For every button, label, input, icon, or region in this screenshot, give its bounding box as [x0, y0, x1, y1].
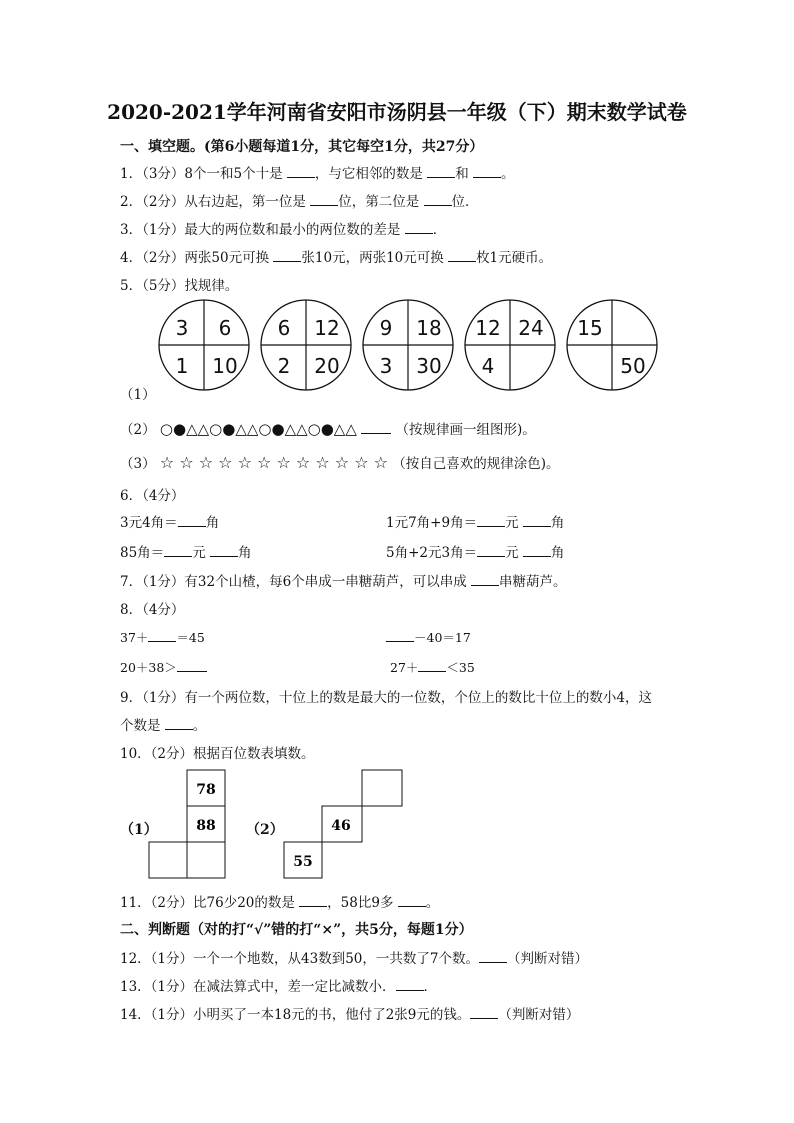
q10-part-1-label: （1） [120, 822, 158, 838]
q6-row2-right [386, 541, 564, 561]
q11-text-b: ，58比9多 [327, 895, 394, 911]
q2-text-c: 位． [451, 194, 479, 210]
circle-number-tl: 3 [175, 316, 189, 340]
grid-cell [187, 842, 225, 878]
question-14 [120, 1003, 579, 1023]
q5-part-1-label: （1） [120, 387, 156, 403]
q6-unit: 角 [205, 515, 220, 531]
answer-blank[interactable] [164, 542, 192, 557]
q5-part-3-label: （3） [120, 456, 156, 472]
q5-part-2 [120, 418, 536, 438]
q13-text: 13．（1分）在减法算式中，差一定比减数小． [120, 979, 396, 995]
circle-number-tr: 12 [314, 316, 340, 340]
q14-hint: （判断对错） [498, 1007, 580, 1023]
pattern-circles [150, 298, 670, 394]
answer-blank[interactable] [177, 657, 207, 672]
question-5-title: 5．（5分）找规律。 [120, 278, 239, 294]
q5-part-2-tail: （按规律画一组图形)。 [395, 422, 536, 438]
answer-blank[interactable] [477, 542, 505, 557]
q11-text-c: 。 [425, 895, 440, 911]
cell-46: 46 [331, 818, 351, 834]
q6-row1-right [386, 511, 564, 531]
answer-blank[interactable] [479, 948, 507, 963]
q8-text: ＜35 [446, 660, 475, 675]
q1-text-c: 和 [455, 166, 469, 182]
answer-blank[interactable] [424, 191, 452, 206]
answer-blank[interactable] [299, 892, 327, 907]
grid-cell [362, 770, 402, 806]
circle-number-tr: 6 [218, 316, 232, 340]
question-8-title: 8．（4分） [120, 602, 185, 618]
answer-blank[interactable] [473, 163, 501, 178]
answer-blank[interactable] [361, 419, 391, 434]
q6-unit: 角 [237, 545, 252, 561]
cell-55: 55 [293, 854, 313, 870]
cell-78: 78 [196, 782, 216, 798]
q6-row1-left [120, 511, 219, 531]
question-10-title: 10．（2分）根据百位数表填数。 [120, 746, 315, 762]
q6-text: 5角+2元3角＝ [386, 545, 478, 561]
circle-number-br: 30 [416, 354, 442, 378]
hundred-chart-grid-2 [280, 768, 408, 882]
answer-blank[interactable] [448, 247, 476, 262]
circle-number-tr: 18 [416, 316, 442, 340]
q4-text-c: 枚1元硬币。 [476, 250, 553, 266]
answer-blank[interactable] [418, 657, 446, 672]
q7-text-a: 7．（1分）有32个山楂，每6个串成一串糖葫芦，可以串成 [120, 574, 467, 590]
question-6-title: 6．（4分） [120, 488, 185, 504]
answer-blank[interactable] [427, 163, 455, 178]
q8-row2-right [390, 657, 475, 676]
hundred-chart-grid-1 [145, 768, 235, 882]
answer-blank[interactable] [210, 542, 238, 557]
q6-text: 85角＝ [120, 545, 165, 561]
section-fill-in-heading: 一、填空题。(第6小题每道1分，其它每空1分，共27分） [120, 139, 484, 155]
circle-number-tl: 9 [379, 316, 393, 340]
answer-blank[interactable] [396, 976, 424, 991]
question-1 [120, 162, 515, 182]
q8-text: 37＋ [120, 630, 149, 645]
answer-blank[interactable] [405, 219, 433, 234]
q6-text: 1元7角+9角＝ [386, 515, 478, 531]
q8-row1-left [120, 627, 205, 646]
answer-blank[interactable] [523, 512, 551, 527]
circle-number-bl: 2 [277, 354, 291, 378]
q11-text-a: 11．（2分）比76少20的数是 [120, 895, 295, 911]
circle-number-tl: 15 [577, 316, 603, 340]
circle-number-tr: 24 [518, 316, 544, 340]
q7-text-b: 串糖葫芦。 [499, 574, 567, 590]
q3-text-a: 3．（1分）最大的两位数和最小的两位数的差是 [120, 222, 401, 238]
q6-unit: 元 [505, 545, 519, 561]
answer-blank[interactable] [148, 627, 176, 642]
q6-unit: 元 [192, 545, 206, 561]
answer-blank[interactable] [477, 512, 505, 527]
q8-row1-right [386, 627, 471, 646]
q14-text: 14．（1分）小明买了一本18元的书，他付了2张9元的钱。 [120, 1007, 471, 1023]
circle-number-bl: 1 [175, 354, 189, 378]
question-12 [120, 947, 588, 967]
q8-text: ＝45 [176, 630, 205, 645]
answer-blank[interactable] [523, 542, 551, 557]
question-9-line2 [120, 714, 206, 734]
answer-blank[interactable] [310, 191, 338, 206]
q9-text-c: 。 [192, 718, 207, 734]
q4-text-b: 张10元，两张10元可换 [301, 250, 444, 266]
q5-part-3-tail: （按自己喜欢的规律涂色)。 [392, 456, 560, 472]
q3-text-b: ． [432, 222, 447, 238]
q10-part-2-label: （2） [246, 822, 284, 838]
answer-blank[interactable] [273, 247, 301, 262]
answer-blank[interactable] [470, 1004, 498, 1019]
q9-text-b: 个数是 [120, 718, 161, 734]
q8-text: －40＝17 [414, 630, 471, 645]
circle-number-br: 10 [212, 354, 238, 378]
q8-row2-left [120, 657, 207, 676]
q1-text-b: ，与它相邻的数是 [314, 166, 423, 182]
circle-number-bl: 4 [481, 354, 495, 378]
question-9-line1: 9．（1分）有一个两位数，十位上的数是最大的一位数，个位上的数比十位上的数小4，这 [120, 690, 653, 706]
q6-unit: 角 [550, 515, 565, 531]
q8-text: 27＋ [390, 660, 419, 675]
q8-text: 20＋38＞ [120, 660, 177, 675]
q2-text-a: 2．（2分）从右边起，第一位是 [120, 194, 306, 210]
answer-blank[interactable] [287, 163, 315, 178]
q12-hint: （判断对错） [506, 951, 588, 967]
q5-part-2-label: （2） [120, 422, 156, 438]
section-true-false-heading: 二、判断题（对的打“√”错的打“×”，共5分，每题1分） [120, 922, 473, 938]
cell-88: 88 [196, 818, 216, 834]
q4-text-a: 4．（2分）两张50元可换 [120, 250, 270, 266]
q6-text: 3元4角＝ [120, 515, 178, 531]
page-title: 2020-2021学年河南省安阳市汤阴县一年级（下）期末数学试卷 [107, 100, 687, 124]
answer-blank[interactable] [471, 571, 499, 586]
grid-cell [149, 842, 187, 878]
answer-blank[interactable] [398, 892, 426, 907]
shape-sequence: ○●△△○●△△○●△△○●△△ [159, 420, 357, 438]
q6-unit: 元 [505, 515, 519, 531]
circle-number-br: 20 [314, 354, 340, 378]
question-7 [120, 570, 567, 590]
question-2 [120, 190, 479, 210]
question-3 [120, 218, 446, 238]
q12-text: 12．（1分）一个一个地数，从43数到50，一共数了7个数。 [120, 951, 479, 967]
circle-number-bl: 3 [379, 354, 393, 378]
q5-part-3 [120, 452, 560, 472]
q1-text-d: 。 [501, 166, 515, 182]
question-13 [120, 975, 437, 995]
question-11 [120, 891, 439, 911]
answer-blank[interactable] [178, 512, 206, 527]
circle-number-br: 50 [620, 354, 646, 378]
answer-blank[interactable] [165, 715, 193, 730]
circle-number-tl: 6 [277, 316, 291, 340]
q6-row2-left [120, 541, 251, 561]
circle-number-tl: 12 [475, 316, 501, 340]
q1-text-a: 1．（3分）8个一和5个十是 [120, 166, 283, 182]
q2-text-b: 位，第二位是 [338, 194, 420, 210]
answer-blank[interactable] [386, 627, 414, 642]
q6-unit: 角 [550, 545, 565, 561]
q13-tail: ． [423, 979, 438, 995]
star-row[interactable]: ☆ ☆ ☆ ☆ ☆ ☆ ☆ ☆ ☆ ☆ ☆ ☆ [159, 453, 388, 472]
question-4 [120, 246, 552, 266]
